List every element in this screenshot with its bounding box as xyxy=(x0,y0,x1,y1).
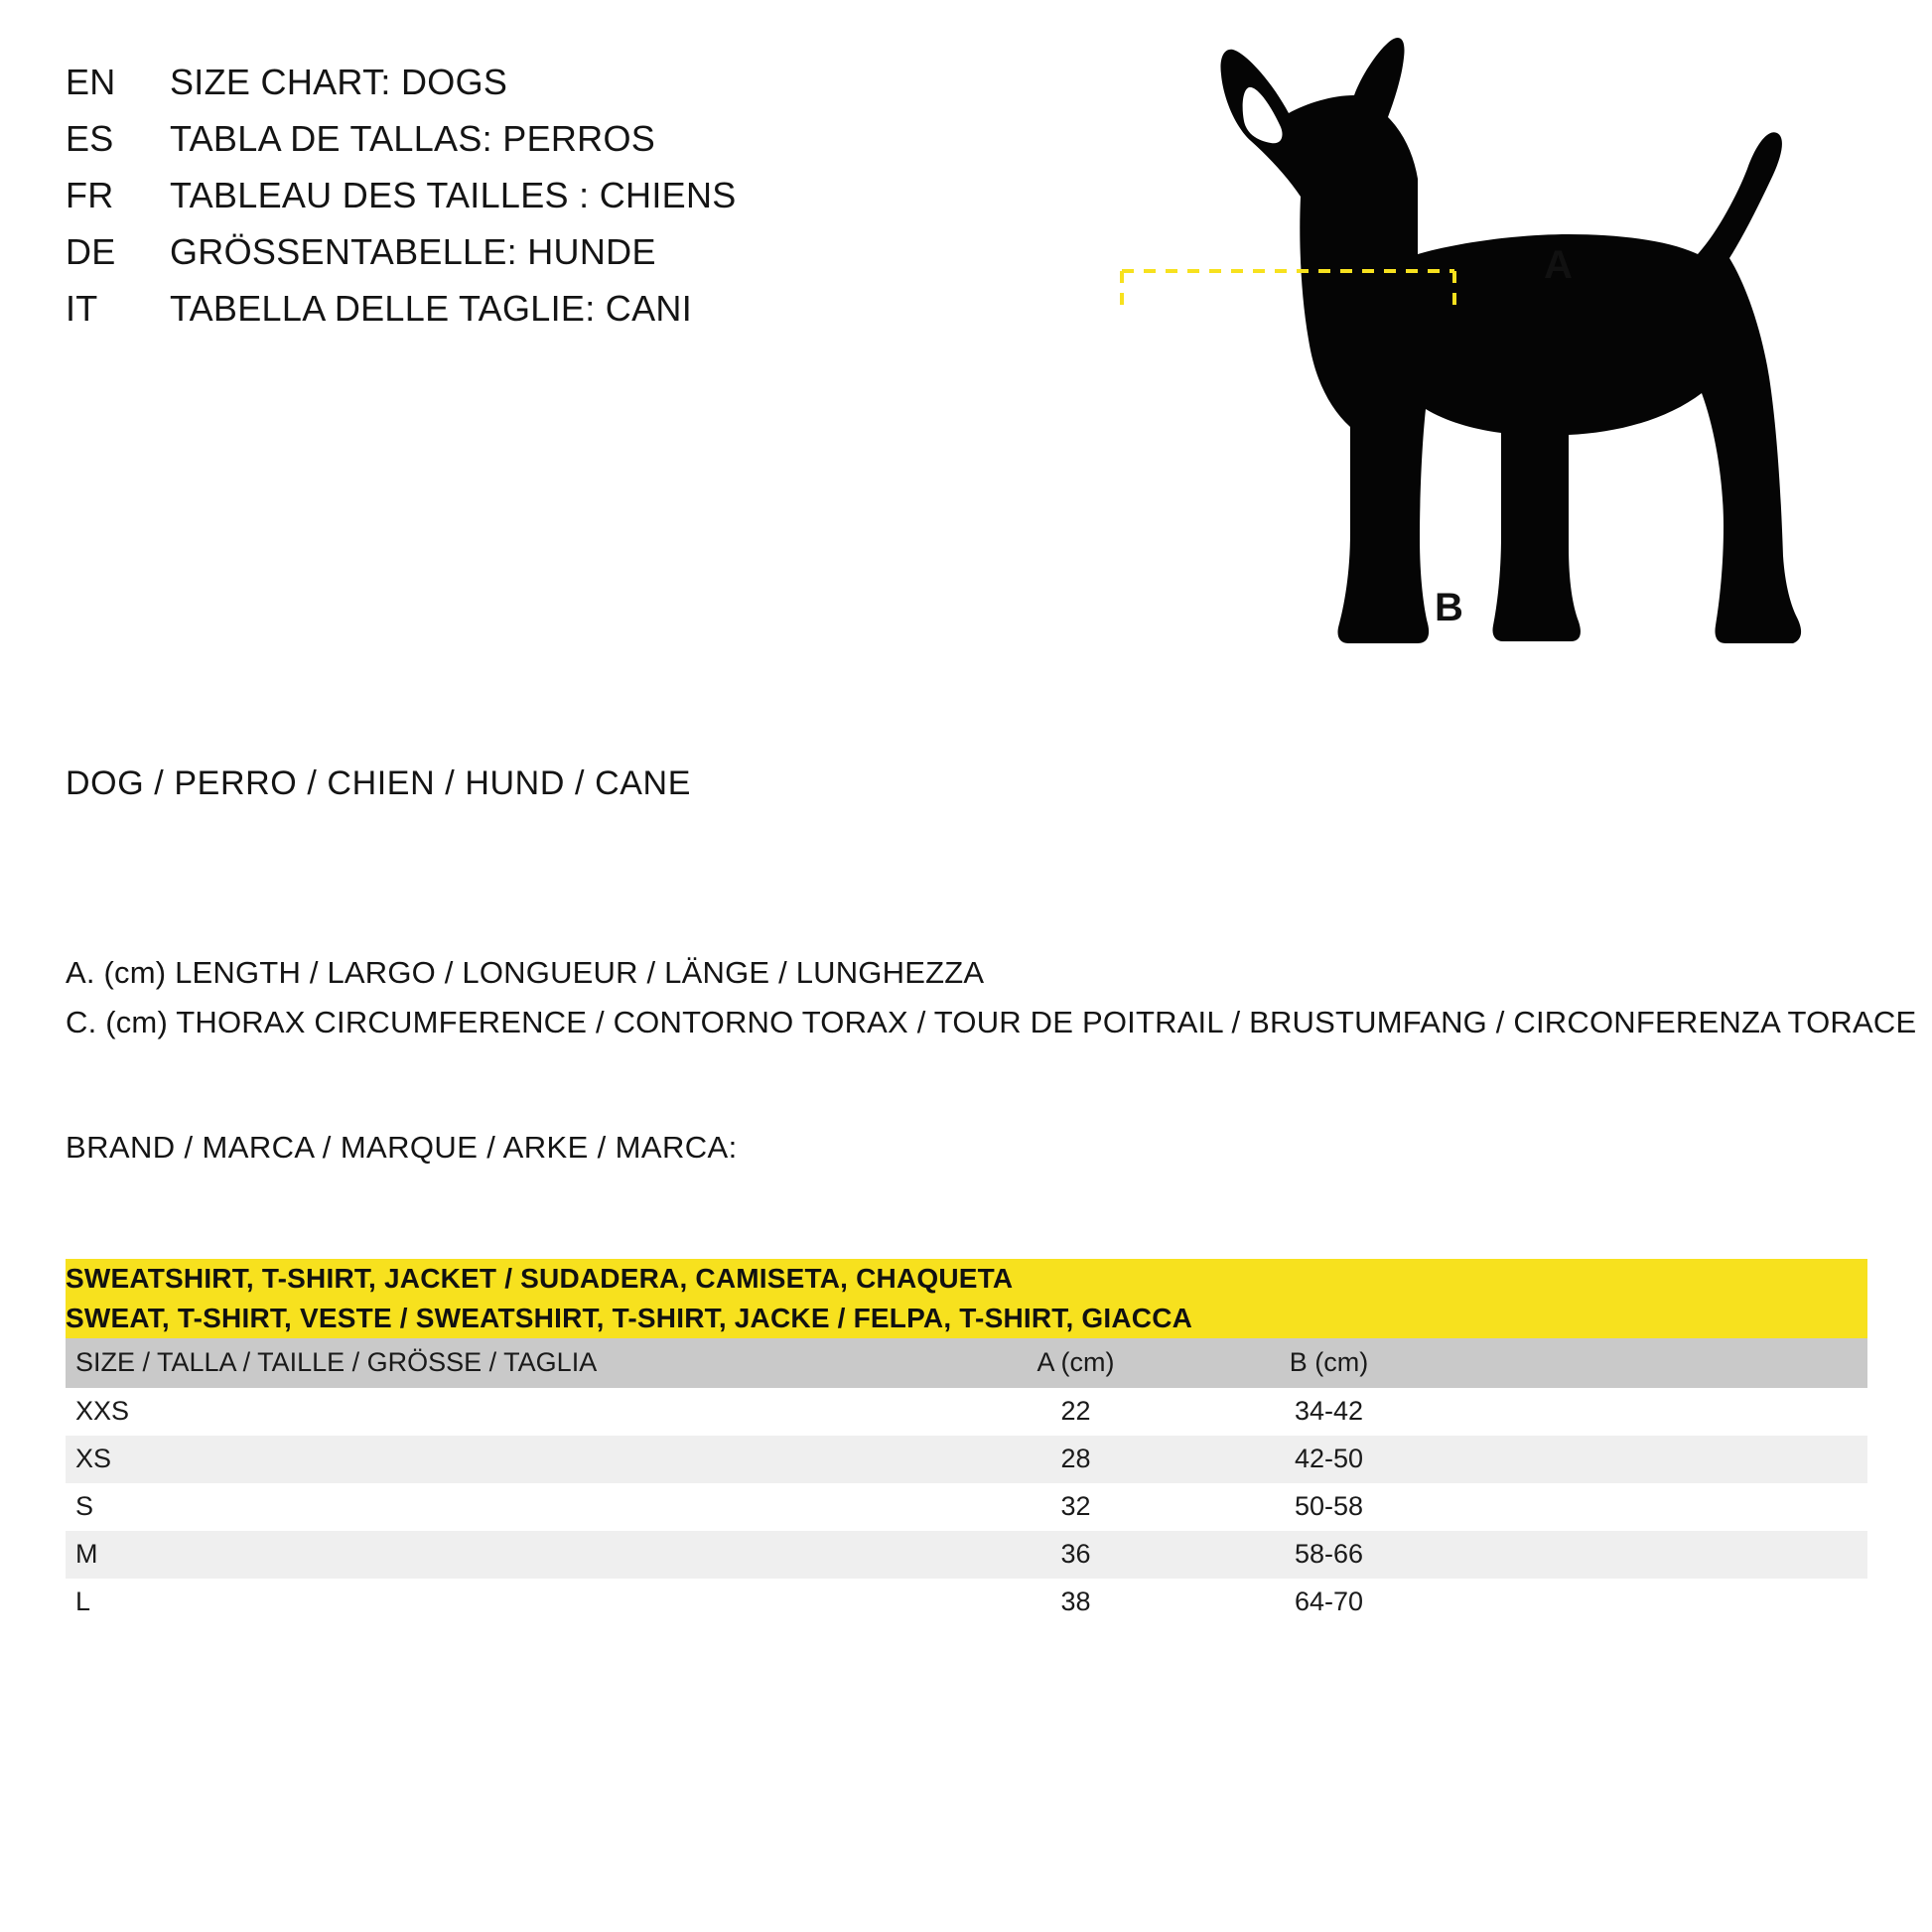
language-title: SIZE CHART: DOGS xyxy=(170,62,508,102)
language-title: TABLEAU DES TAILLES : CHIENS xyxy=(170,174,737,215)
language-row xyxy=(66,224,737,281)
language-title: GRÖSSENTABELLE: HUNDE xyxy=(170,230,656,272)
cell-b: 42-50 xyxy=(1202,1436,1455,1483)
language-row xyxy=(66,55,737,111)
garment-banner xyxy=(66,1259,1867,1338)
table-header-row xyxy=(66,1338,1867,1388)
cell-b: 34-42 xyxy=(1202,1388,1455,1436)
cell-a: 38 xyxy=(949,1579,1202,1626)
cell-spacer xyxy=(1455,1436,1867,1483)
column-header-spacer xyxy=(1455,1338,1867,1388)
language-code: ES xyxy=(66,117,114,159)
measurement-definitions xyxy=(66,948,1916,1047)
language-title: TABELLA DELLE TAGLIE: CANI xyxy=(170,287,693,329)
cell-b: 58-66 xyxy=(1202,1531,1455,1579)
table-row xyxy=(66,1579,1867,1626)
cell-a: 36 xyxy=(949,1531,1202,1579)
cell-size: S xyxy=(66,1483,949,1531)
cell-a: 22 xyxy=(949,1388,1202,1436)
language-row xyxy=(66,168,737,224)
dog-icon xyxy=(1102,30,1886,695)
banner-line-1: SWEATSHIRT, T-SHIRT, JACKET / SUDADERA, CAMISETA, CHAQUETA xyxy=(66,1263,1014,1294)
brand-label: BRAND / MARCA / MARQUE / ARKE / MARCA: xyxy=(66,1130,738,1165)
cell-spacer xyxy=(1455,1388,1867,1436)
language-header-block xyxy=(66,55,737,337)
cell-size: XS xyxy=(66,1436,949,1483)
cell-size: L xyxy=(66,1579,949,1626)
size-chart-table xyxy=(66,1259,1867,1626)
language-title: TABLA DE TALLAS: PERROS xyxy=(170,117,656,159)
column-header-b: B (cm) xyxy=(1202,1338,1455,1388)
cell-b: 50-58 xyxy=(1202,1483,1455,1531)
language-code: IT xyxy=(66,287,98,329)
cell-spacer xyxy=(1455,1579,1867,1626)
definition-length: A. (cm) LENGTH / LARGO / LONGUEUR / LÄNGE / LUNGHEZZA xyxy=(66,955,985,990)
dog-caption: DOG / PERRO / CHIEN / HUND / CANE xyxy=(66,764,691,802)
column-header-a: A (cm) xyxy=(949,1338,1202,1388)
table-row xyxy=(66,1531,1867,1579)
dog-silhouette-illustration xyxy=(1102,30,1886,695)
cell-a: 32 xyxy=(949,1483,1202,1531)
language-code: EN xyxy=(66,62,116,102)
table-banner-row xyxy=(66,1259,1867,1338)
measure-label-b: B xyxy=(1435,586,1464,629)
table-row xyxy=(66,1388,1867,1436)
cell-size: XXS xyxy=(66,1388,949,1436)
table-row xyxy=(66,1483,1867,1531)
cell-size: M xyxy=(66,1531,949,1579)
cell-spacer xyxy=(1455,1531,1867,1579)
cell-a: 28 xyxy=(949,1436,1202,1483)
language-row xyxy=(66,111,737,168)
banner-line-2: SWEAT, T-SHIRT, VESTE / SWEATSHIRT, T-SHIRT, JACKE / FELPA, T-SHIRT, GIACCA xyxy=(66,1302,1193,1333)
definition-thorax: C. (cm) THORAX CIRCUMFERENCE / CONTORNO TORAX / TOUR DE POITRAIL / BRUSTUMFANG / CIRCONFERENZA TORACE xyxy=(66,1005,1917,1040)
column-header-size: SIZE / TALLA / TAILLE / GRÖSSE / TAGLIA xyxy=(66,1338,949,1388)
cell-b: 64-70 xyxy=(1202,1579,1455,1626)
language-row xyxy=(66,281,737,338)
language-code: DE xyxy=(66,230,116,272)
cell-spacer xyxy=(1455,1483,1867,1531)
measure-label-a: A xyxy=(1544,243,1574,287)
language-code: FR xyxy=(66,174,114,215)
table-row xyxy=(66,1436,1867,1483)
